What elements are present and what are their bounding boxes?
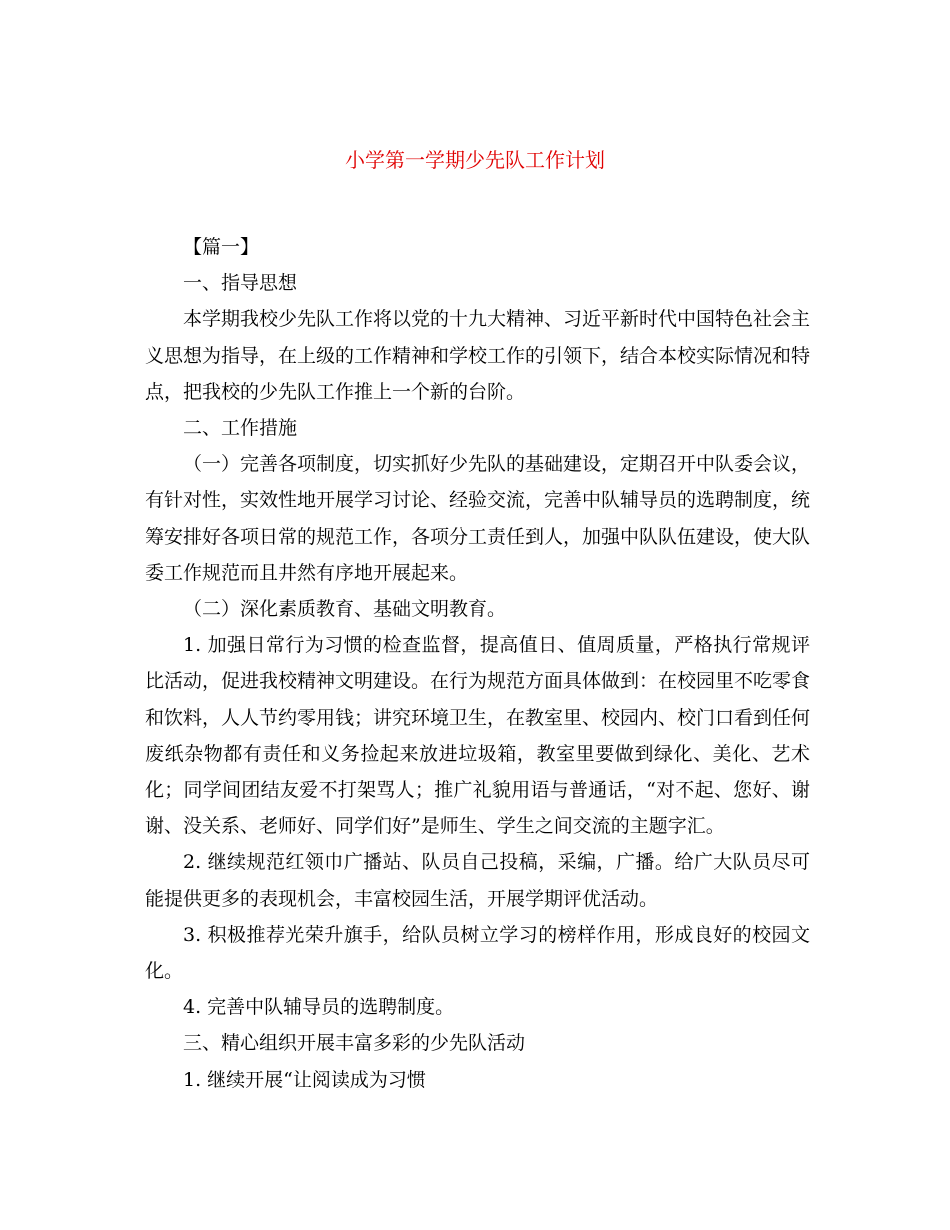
subheading-measure-2: （二）深化素质教育、基础文明教育。 bbox=[183, 598, 507, 621]
list-item-1: 1. 加强日常行为习惯的检查监督，提高值日、值周质量，严格执行常规评比活动，促进我校精神文明建设。在行为规范方面具体做到：在校园里不吃零食和饮料，人人节约零用钱；讲究环境卫生，在教室里、校园内、校门口看到任何废纸杂物都有责任和义务捡起来放进垃圾箱，教室里要做到绿化、美化、艺术化；同学间团结友爱不打架骂人；推广礼貌用语与普通话，“对不起、您好、谢谢、没关系、老师好、同学们好”是师生、学生之间交流的主题字汇。 bbox=[145, 634, 811, 838]
list-item-activity-1: 1. 继续开展“让阅读成为习惯 bbox=[183, 1068, 426, 1091]
heading-guiding-ideology: 一、指导思想 bbox=[183, 272, 298, 295]
section-label: 【篇一】 bbox=[183, 236, 260, 258]
paragraph-guiding-ideology: 本学期我校少先队工作将以党的十九大精神、习近平新时代中国特色社会主义思想为指导，在上级的工作精神和学校工作的引领下，结合本校实际情况和特点，把我校的少先队工作推上一个新的台阶。 bbox=[145, 308, 811, 403]
document-body bbox=[145, 229, 810, 1098]
document-title: 小学第一学期少先队工作计划 bbox=[345, 148, 605, 172]
heading-work-measures: 二、工作措施 bbox=[183, 417, 298, 440]
list-item-4: 4. 完善中队辅导员的选聘制度。 bbox=[183, 996, 455, 1019]
list-item-3: 3. 积极推荐光荣升旗手，给队员树立学习的榜样作用，形成良好的校园文化。 bbox=[145, 923, 810, 983]
list-item-2: 2. 继续规范红领巾广播站、队员自己投稿，采编，广播。给广大队员尽可能提供更多的表现机会，丰富校园生活，开展学期评优活动。 bbox=[145, 851, 810, 910]
paragraph-measure-1: （一）完善各项制度，切实抓好少先队的基础建设，定期召开中队委会议，有针对性，实效性地开展学习讨论、经验交流，完善中队辅导员的选聘制度，统筹安排好各项日常的规范工作，各项分工责任到人，加强中队队伍建设，使大队委工作规范而且井然有序地开展起来。 bbox=[145, 453, 811, 584]
heading-activities: 三、精心组织开展丰富多彩的少先队活动 bbox=[183, 1032, 526, 1055]
